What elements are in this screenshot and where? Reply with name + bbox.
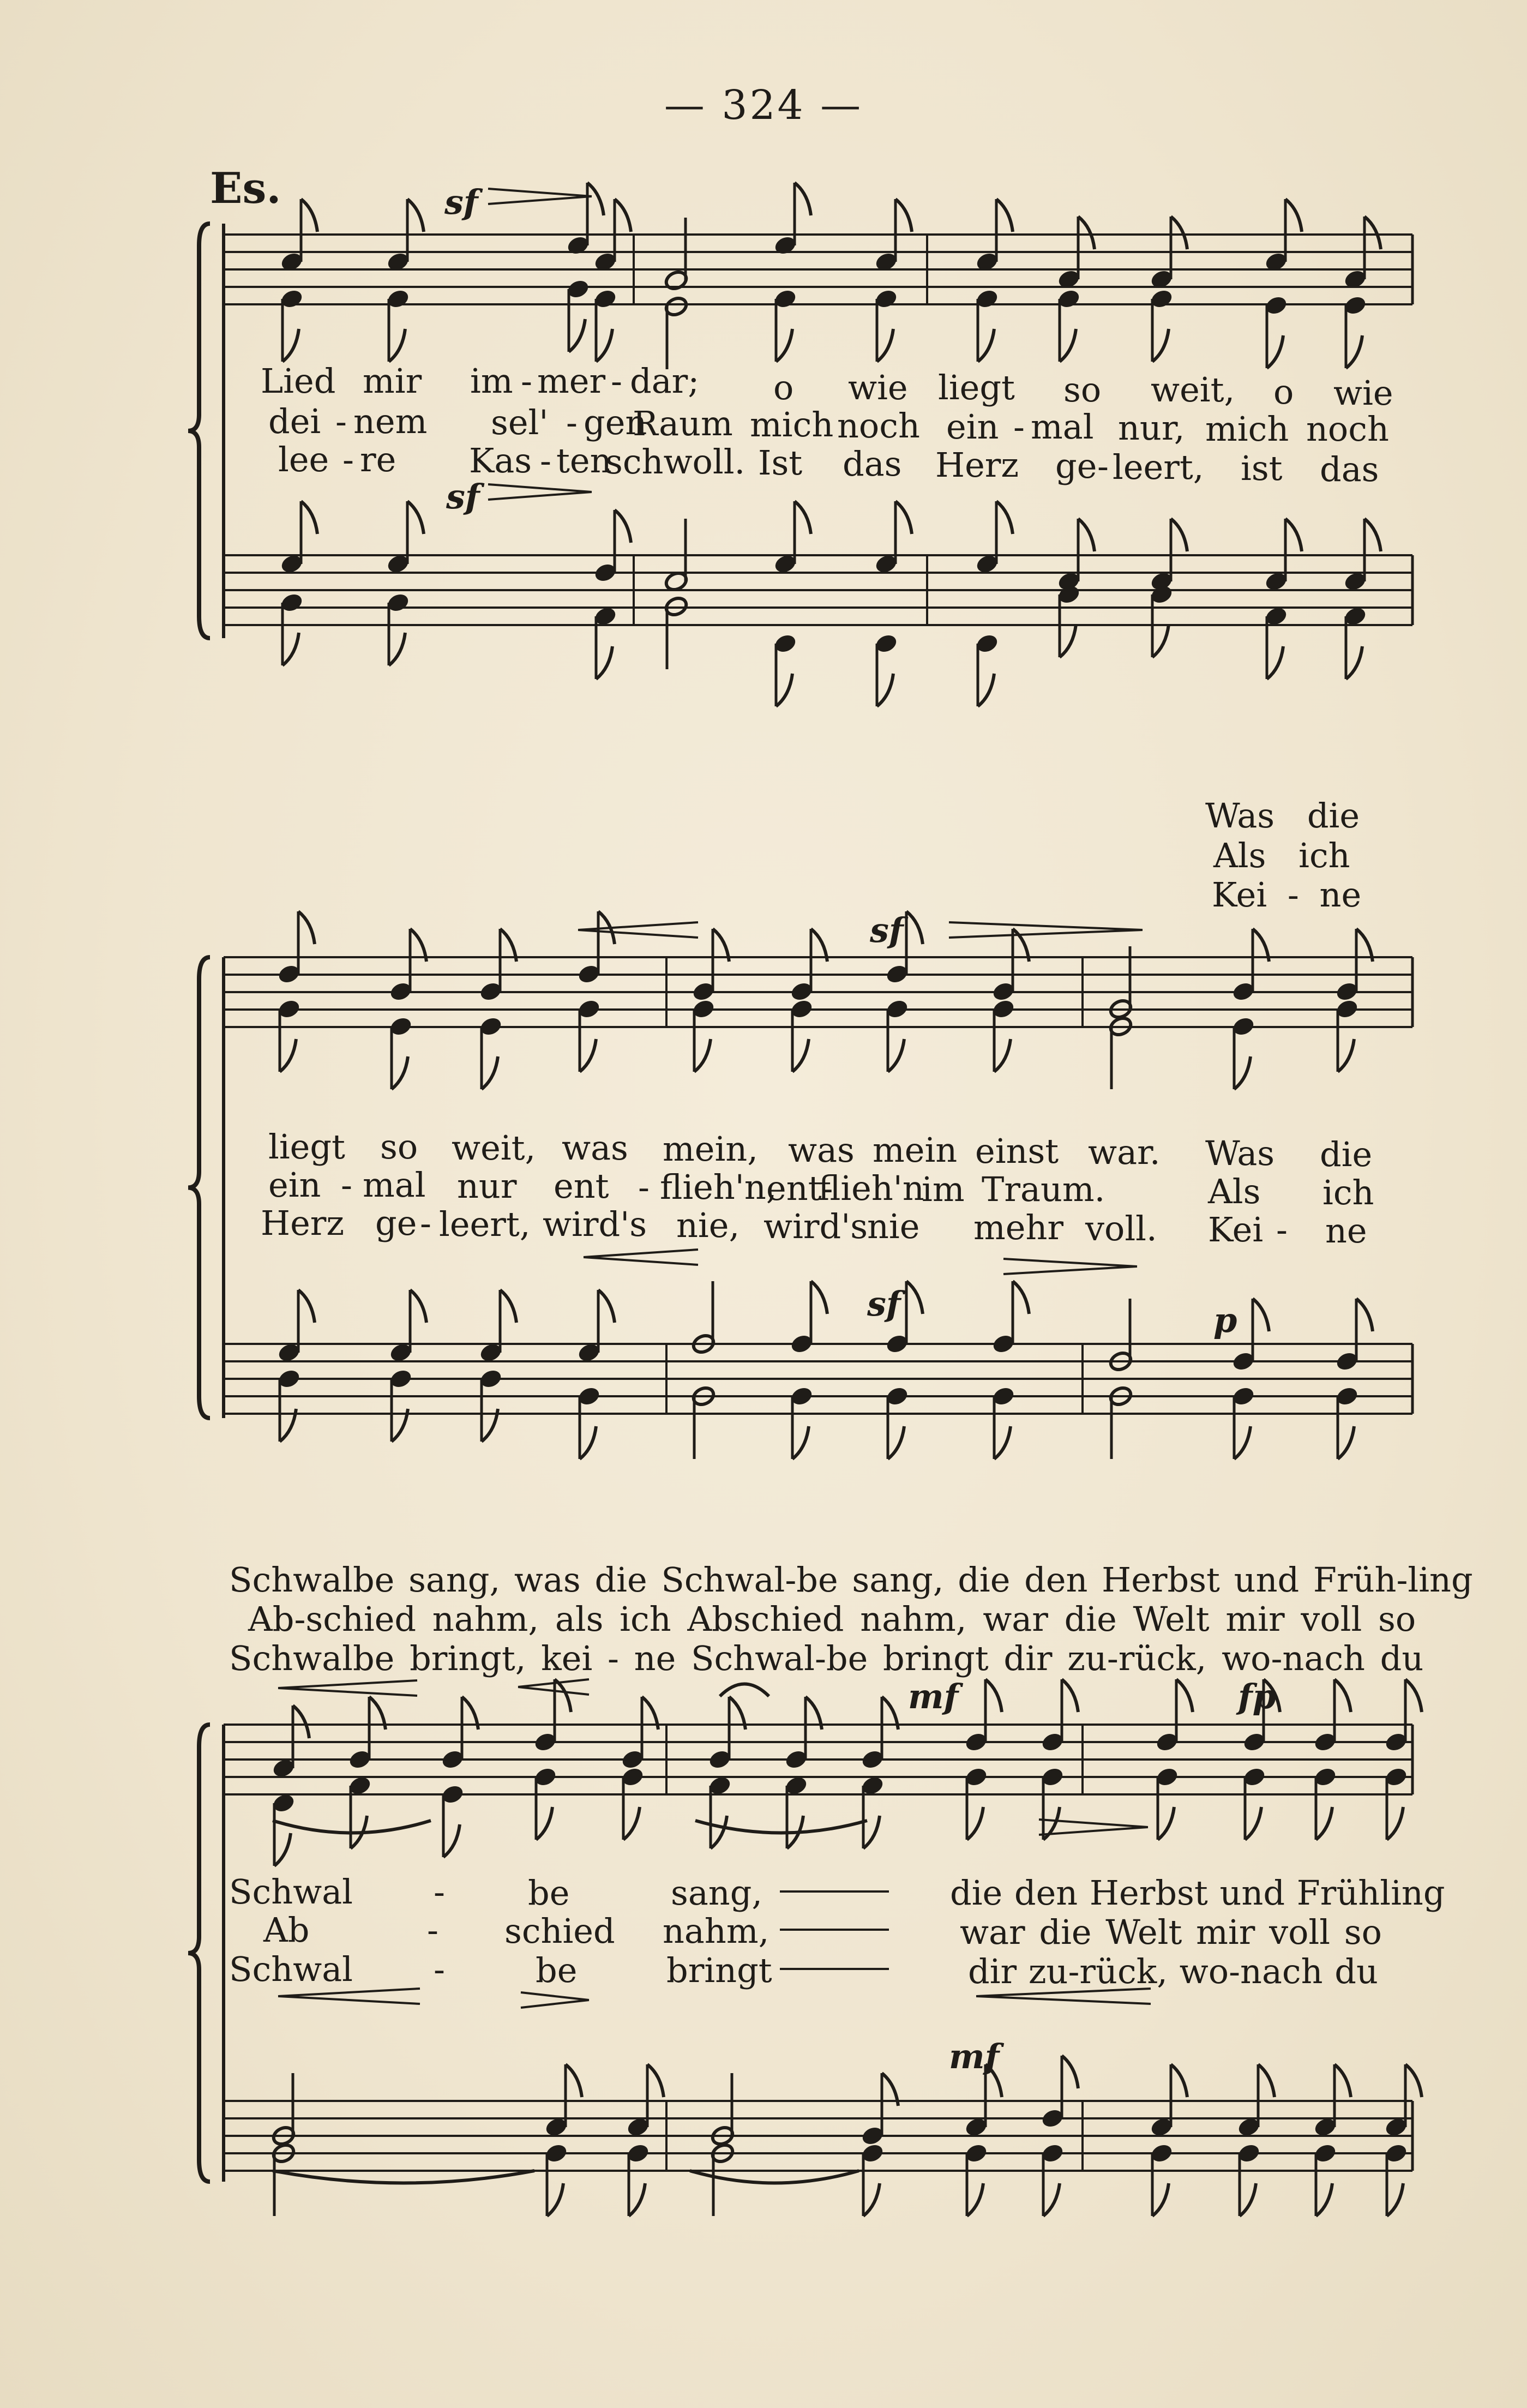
- s1-v1-w0: Lied: [261, 361, 336, 401]
- note-flag: [1405, 2064, 1422, 2097]
- s1-v1-w7: o: [773, 368, 794, 407]
- dyn-mf-2: mf: [949, 2037, 1000, 2076]
- note-flag: [482, 1056, 498, 1089]
- s2-v1-w0: liegt: [268, 1127, 345, 1167]
- s1-v1-w10: so: [1063, 370, 1102, 410]
- note-flag: [1171, 2064, 1187, 2097]
- s2-v1-w10: die: [1320, 1134, 1373, 1174]
- decrescendo-hairpin: [1039, 1827, 1148, 1835]
- note-flag: [863, 2183, 880, 2216]
- s1-v3-w5: ten: [556, 441, 612, 481]
- note-flag: [694, 1039, 711, 1072]
- dyn-sf-2: sf: [446, 477, 480, 517]
- note-flag: [978, 329, 994, 362]
- s2-v3-w6: wird's: [764, 1206, 868, 1246]
- note-flag: [967, 1807, 983, 1840]
- s2-v2-w2: mal: [363, 1165, 426, 1205]
- note-flag: [795, 183, 811, 215]
- s1-v2-w12: nur,: [1118, 408, 1185, 448]
- s1-v3-w8: das: [843, 444, 902, 484]
- dyn-mf-1: mf: [908, 1677, 959, 1716]
- note-flag: [792, 1039, 809, 1072]
- s3-v1-w2: be: [528, 1873, 570, 1913]
- note-flag: [301, 501, 317, 534]
- note-flag: [1285, 199, 1302, 232]
- note-flag: [795, 501, 811, 534]
- note-flag: [1152, 2183, 1169, 2216]
- note-flag: [888, 1039, 904, 1072]
- s2-v3-w4: wird's: [543, 1204, 647, 1244]
- note-flag: [1364, 519, 1381, 551]
- note-flag: [1062, 2056, 1078, 2088]
- s2-v3-w11: -: [1276, 1210, 1288, 1250]
- note-flag: [967, 2183, 983, 2216]
- s2-v2-w10: Traum.: [982, 1169, 1105, 1209]
- note-flag: [1316, 2183, 1332, 2216]
- note-flag: [1387, 1807, 1403, 1840]
- s2-v3-w7: nie: [867, 1206, 920, 1246]
- note-flag: [298, 1290, 315, 1323]
- decrescendo-hairpin: [488, 492, 592, 500]
- note-flag: [1338, 1039, 1354, 1072]
- dyn-p: p: [1213, 1300, 1237, 1340]
- s3-v2-w0: Ab: [263, 1910, 310, 1950]
- s3-v3-w1: -: [434, 1949, 445, 1989]
- dyn-sf-1: sf: [444, 182, 478, 222]
- s3-v2-w4: war die Welt mir voll so: [960, 1912, 1382, 1952]
- s2-v2-w4: ent: [554, 1166, 609, 1206]
- dyn-sf-3: sf: [870, 910, 904, 950]
- s1-v3-w3: Kas: [469, 441, 532, 481]
- s1-v3-w7: Ist: [758, 443, 803, 483]
- s1-v1-w6: dar;: [630, 361, 700, 401]
- s1-v1-w12: o: [1273, 372, 1294, 412]
- note-flag: [298, 911, 315, 944]
- note-flag: [906, 1281, 923, 1314]
- page-number: — 324 —: [664, 82, 863, 129]
- s2-v1-w6: mein: [873, 1130, 958, 1170]
- system-brace: [188, 224, 210, 638]
- s1-v3-w6: schwoll.: [605, 442, 746, 482]
- note-flag: [1078, 217, 1095, 249]
- s2-v2-w1: -: [341, 1165, 352, 1205]
- crescendo-hairpin: [278, 1680, 417, 1688]
- s2-pickup-1: Als ich: [1213, 836, 1350, 875]
- note-flag: [623, 1807, 640, 1840]
- note-flag: [994, 1426, 1011, 1459]
- note-flag: [1240, 2183, 1256, 2216]
- note-flag: [282, 329, 299, 362]
- note-flag: [1013, 1281, 1029, 1314]
- note-flag: [888, 1426, 904, 1459]
- s1-v3-w0: lee: [278, 440, 329, 479]
- note-flag: [580, 1426, 596, 1459]
- note-flag: [1171, 519, 1187, 551]
- s2-v1-w3: was: [562, 1128, 628, 1168]
- note-flag: [1062, 1679, 1078, 1712]
- s2-v1-w7: einst: [975, 1131, 1059, 1171]
- note-flag: [596, 646, 612, 679]
- s1-v2-w10: -: [1013, 407, 1025, 447]
- note-flag: [566, 2064, 582, 2097]
- note-flag: [1043, 2183, 1060, 2216]
- note-flag: [392, 1056, 408, 1089]
- note-flag: [1176, 1679, 1193, 1712]
- s3-v2-w1: -: [427, 1910, 438, 1950]
- s1-v3-w4: -: [540, 441, 551, 481]
- note-flag: [978, 674, 994, 706]
- s1-v3-w12: leert,: [1113, 447, 1204, 487]
- s3-v1-w3: sang,: [671, 1873, 763, 1913]
- s3-above-2: Ab-schied nahm, als ich Abschied nahm, war die Welt mir voll so: [248, 1599, 1416, 1639]
- note-flag: [389, 633, 405, 665]
- note-flag: [895, 199, 912, 232]
- note-flag: [792, 1426, 809, 1459]
- note-flag: [1152, 624, 1169, 657]
- s2-v2-w8: flieh'n: [818, 1168, 924, 1208]
- system-brace: [188, 957, 210, 1418]
- s2-v2-w11: Als: [1208, 1172, 1261, 1211]
- s1-v3-w10: ge: [1055, 446, 1097, 486]
- note-flag: [1316, 1807, 1332, 1840]
- s1-v2-w14: noch: [1306, 409, 1389, 449]
- note-flag: [1346, 335, 1362, 368]
- dyn-fp: fp: [1238, 1677, 1277, 1716]
- crescendo-hairpin: [584, 1250, 698, 1257]
- note-flag: [1267, 646, 1283, 679]
- note-flag: [587, 183, 604, 215]
- crescendo-hairpin: [278, 1996, 420, 2004]
- s1-v2-w5: gen: [584, 403, 647, 442]
- note-flag: [811, 1281, 827, 1314]
- note-flag: [1258, 2064, 1274, 2097]
- note-flag: [547, 2183, 563, 2216]
- crescendo-hairpin: [278, 1989, 420, 1996]
- note-flag: [711, 1816, 727, 1848]
- note-flag: [877, 674, 893, 706]
- note-flag: [615, 199, 631, 232]
- s3-v3-w0: Schwal: [229, 1949, 353, 1989]
- s1-v3-w13: ist: [1241, 448, 1283, 488]
- s2-v1-w8: war.: [1088, 1132, 1161, 1172]
- s2-v2-w12: ich: [1322, 1173, 1374, 1212]
- s3-v3-w2: be: [536, 1950, 578, 1990]
- s2-pickup-0: Was die: [1205, 796, 1360, 836]
- note-flag: [293, 1706, 309, 1738]
- s2-v1-w2: weit,: [452, 1128, 536, 1168]
- s1-v1-w11: weit,: [1151, 370, 1235, 410]
- note-flag: [1334, 2064, 1351, 2097]
- note-flag: [895, 501, 912, 534]
- decrescendo-hairpin: [1003, 1259, 1137, 1266]
- s3-v1-w1: -: [434, 1872, 445, 1912]
- note-flag: [555, 1679, 571, 1712]
- crescendo-hairpin: [578, 922, 698, 930]
- slur: [720, 1684, 769, 1697]
- note-flag: [410, 1290, 426, 1323]
- note-flag: [776, 674, 792, 706]
- s2-v1-w9: Was: [1205, 1133, 1275, 1173]
- s1-v1-w2: im: [470, 361, 513, 401]
- s1-v3-w11: -: [1097, 446, 1109, 486]
- s2-v2-w6: flieh'n,: [660, 1167, 777, 1207]
- dyn-sf-4: sf: [867, 1284, 901, 1324]
- s3-v3-w4: dir zu-rück, wo-nach du: [968, 1951, 1378, 1991]
- note-flag: [906, 911, 923, 944]
- note-flag: [615, 510, 631, 543]
- s1-v1-w3: -: [521, 361, 532, 401]
- note-flag: [1267, 335, 1283, 368]
- note-flag: [1078, 519, 1095, 551]
- crescendo-hairpin: [578, 930, 698, 938]
- s2-v3-w2: -: [420, 1203, 431, 1243]
- note-flag: [1405, 1679, 1422, 1712]
- note-flag: [1356, 1299, 1373, 1331]
- crescendo-hairpin: [976, 1996, 1151, 2004]
- s1-v2-w8: noch: [837, 406, 920, 446]
- s1-v2-w11: mal: [1031, 407, 1094, 447]
- note-flag: [280, 1039, 296, 1072]
- s1-v1-w5: -: [611, 361, 622, 401]
- note-flag: [1285, 519, 1302, 551]
- decrescendo-hairpin: [1003, 1266, 1137, 1274]
- note-flag: [996, 199, 1013, 232]
- s2-v2-w5: -: [638, 1167, 650, 1207]
- note-flag: [443, 1824, 460, 1857]
- note-flag: [536, 1807, 552, 1840]
- slur: [273, 2171, 534, 2183]
- s1-v2-w7: mich: [750, 405, 834, 445]
- s2-v3-w8: mehr: [973, 1208, 1064, 1247]
- note-flag: [1234, 1056, 1251, 1089]
- s2-v2-w9: im: [922, 1169, 965, 1209]
- s1-v3-w1: -: [342, 440, 354, 479]
- decrescendo-hairpin: [521, 1992, 589, 2000]
- note-flag: [647, 2064, 664, 2097]
- s3-v1-w0: Schwal: [229, 1872, 353, 1912]
- note-flag: [1346, 646, 1362, 679]
- s1-v2-w6: Raum: [633, 404, 733, 443]
- decrescendo-hairpin: [521, 2000, 589, 2008]
- s3-above-3: Schwalbe bringt, kei - ne Schwal-be bringt dir zu-rück, wo-nach du: [229, 1638, 1424, 1678]
- s2-v3-w5: nie,: [676, 1205, 740, 1245]
- note-flag: [407, 199, 424, 232]
- note-flag: [569, 319, 585, 352]
- crescendo-hairpin: [584, 1257, 698, 1265]
- note-flag: [274, 1833, 291, 1866]
- s2-v3-w9: voll.: [1085, 1209, 1157, 1248]
- note-flag: [985, 1679, 1002, 1712]
- s3-v3-w3: bringt: [666, 1950, 772, 1990]
- s2-v1-w4: mein,: [663, 1129, 758, 1169]
- note-flag: [994, 1039, 1011, 1072]
- note-flag: [1253, 1299, 1269, 1331]
- note-flag: [389, 329, 405, 362]
- note-flag: [301, 199, 317, 232]
- s1-v1-w9: liegt: [938, 368, 1015, 407]
- note-flag: [1171, 217, 1187, 249]
- s1-v2-w3: sel': [491, 403, 549, 442]
- s1-v2-w4: -: [566, 403, 578, 442]
- s1-v1-w13: wie: [1333, 373, 1393, 413]
- s2-pickup-2: Kei - ne: [1212, 875, 1362, 915]
- s1-v2-w1: -: [335, 401, 347, 441]
- decrescendo-hairpin: [488, 189, 592, 196]
- decrescendo-hairpin: [488, 196, 592, 204]
- note-flag: [500, 1290, 516, 1323]
- decrescendo-hairpin: [949, 930, 1143, 938]
- slur: [695, 1821, 867, 1833]
- note-flag: [282, 633, 299, 665]
- s2-v3-w0: Herz: [261, 1203, 345, 1243]
- note-flag: [407, 501, 424, 534]
- s2-v1-w1: so: [380, 1127, 418, 1167]
- decrescendo-hairpin: [949, 922, 1143, 930]
- s2-v2-w0: ein: [268, 1165, 321, 1205]
- s2-v3-w1: ge: [375, 1203, 417, 1243]
- note-flag: [1387, 2183, 1403, 2216]
- s1-v3-w9: Herz: [935, 445, 1019, 485]
- s2-v3-w10: Kei: [1208, 1210, 1264, 1250]
- note-flag: [776, 329, 792, 362]
- note-flag: [1060, 624, 1076, 657]
- s1-v3-w14: das: [1320, 449, 1379, 489]
- s2-v3-w12: ne: [1325, 1211, 1367, 1251]
- note-flag: [1334, 1679, 1351, 1712]
- s1-v2-w0: dei: [268, 401, 321, 441]
- crescendo-hairpin: [278, 1688, 417, 1696]
- note-flag: [877, 329, 893, 362]
- note-flag: [598, 1290, 615, 1323]
- note-flag: [1364, 217, 1381, 249]
- s2-v3-w3: leert,: [439, 1204, 531, 1244]
- s3-above-1: Schwalbe sang, was die Schwal-be sang, die den Herbst und Früh-ling: [229, 1560, 1473, 1600]
- s1-v2-w9: ein: [946, 407, 999, 447]
- slur: [690, 2171, 859, 2183]
- note-flag: [596, 329, 612, 362]
- key-label: Es.: [210, 164, 281, 213]
- s3-v1-w4: die den Herbst und Frühling: [950, 1873, 1445, 1913]
- note-flag: [1060, 329, 1076, 362]
- s1-v1-w1: mir: [363, 361, 422, 401]
- note-flag: [1158, 1807, 1174, 1840]
- s2-v1-w5: was: [788, 1130, 855, 1170]
- note-flag: [1152, 329, 1169, 362]
- note-flag: [996, 501, 1013, 534]
- s1-v1-w4: mer: [537, 361, 606, 401]
- note-flag: [1245, 1807, 1261, 1840]
- s1-v2-w2: nem: [353, 401, 428, 441]
- s3-v2-w3: nahm,: [663, 1911, 769, 1951]
- decrescendo-hairpin: [488, 484, 592, 492]
- s1-v1-w8: wie: [848, 368, 908, 407]
- note-flag: [629, 2183, 645, 2216]
- s1-v3-w2: re: [360, 440, 396, 479]
- note-flag: [1234, 1426, 1251, 1459]
- note-flag: [580, 1039, 596, 1072]
- s2-v2-w3: nur: [457, 1166, 517, 1206]
- system-brace: [188, 1725, 210, 2182]
- s3-v2-w2: schied: [504, 1911, 615, 1951]
- s1-v2-w13: mich: [1205, 409, 1289, 449]
- note-flag: [1338, 1426, 1354, 1459]
- s2-v2-w7: ent-: [766, 1168, 833, 1208]
